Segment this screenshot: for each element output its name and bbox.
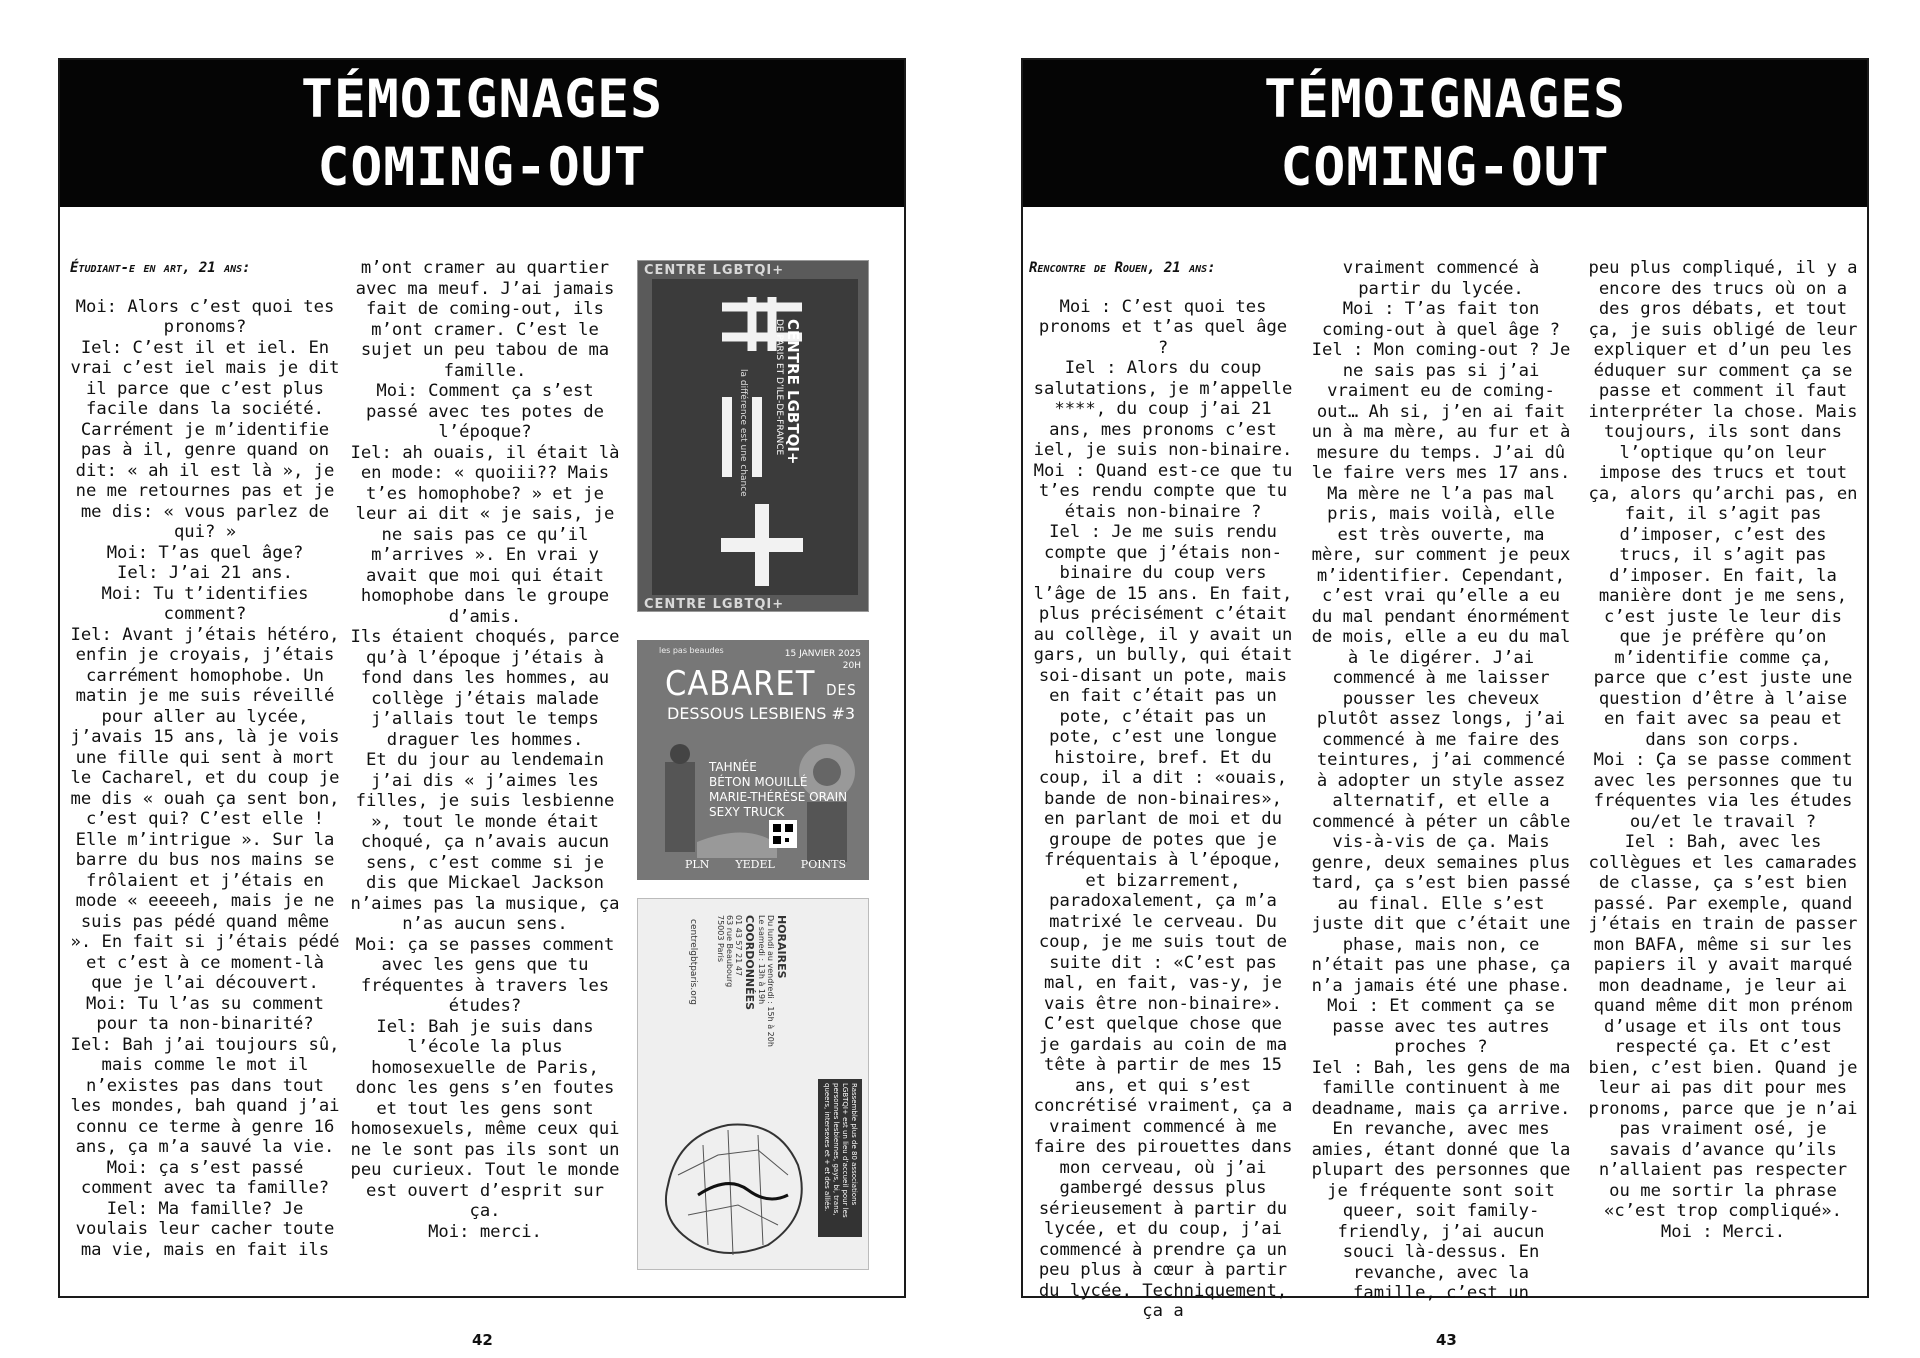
- paragraph: vraiment commencé à partir du lycée.: [1342, 258, 1540, 299]
- paragraph: Moi : Quand est-ce que tu t’es rendu compte que tu étais non-binaire ?: [1033, 460, 1293, 522]
- paragraph: Iel: Ma famille? Je voulais leur cacher toute ma vie, mais en fait ils: [75, 1198, 335, 1260]
- paragraph: Moi : Ça se passe comment avec les personnes que tu fréquentes via les études ou/et le travail ?: [1593, 750, 1853, 832]
- lineup-item: BÉTON MOUILLÉ: [709, 775, 808, 789]
- paragraph: Iel : Je me suis rendu compte que j’étais non-binaire du coup vers l’âge de 15 ans. En fait, plus précisément c’était au collège, il y avait un gars, un bully, qui était soi-disant un pote, mais en fait c’était pas un pote, c’était pas un pote, c’est une longue histoire, bref. Et du coup, il a dit : «ouais, bande de non-binaires», en parlant de moi et du groupe de potes que je fréquentais à l’époque, et bizarrement, paradoxalement, ça m’a matrixé le cerveau. Du coup, je me suis tout de suite dit : «C’est pas mal, en fait, vas-y, je vais être non-binaire». C’est quelque chose que je gardais au coin de ma tête à partir de mes 15 ans, et qui s’est concrétisé vraiment, ça a vraiment commencé à me faire des pirouettes dans mon cerveau, où j’ai gambergé dessus plus sérieusement à partir du lycée, et du coup, j’ai commencé à prendre ça un peu plus à cœur à partir du lycée. Techniquement, ça a: [1033, 522, 1293, 1321]
- poster-frame-text: CENTRE LGBTQI+: [644, 597, 785, 612]
- paragraph: Moi: ça se passes comment avec les gens que tu fréquentes à travers les études?: [355, 934, 615, 1016]
- paragraph: Iel : Bah, les gens de ma famille continuent à me deadname, mais ça arrive. En revanche, avec mes amies, étant donné que la plupart des personnes que je fréquente sont soit queer, soit family-friendly, j’ai aucun souci là-dessus. En revanche, avec la famille, c’est un: [1311, 1057, 1571, 1303]
- flyer-contact-block: [716, 915, 756, 1083]
- paragraph: Moi: ça s’est passé comment avec ta famille?: [80, 1157, 330, 1198]
- banner-title-line-2: COMING-OUT: [317, 136, 647, 198]
- page-number-right: 43: [1436, 1331, 1457, 1349]
- left-column-1: [70, 258, 340, 1260]
- cabaret-title: [665, 666, 857, 708]
- left-page: [58, 58, 906, 1298]
- paragraph: Iel : Mon coming-out ? Je ne sais pas si j’ai vraiment eu de coming-out… Ah si, j’en ai fait un à ma mère, au fur et à mesure du temps. J’ai dû le faire vers mes 17 ans. Ma mère ne l’a pas mal pris, mais voilà, elle est très ouverte, ma mère, sur comment je peux m’identifier. Cependant, c’est vrai qu’elle a eu du mal pendant énormément de mois, elle a eu du mal à le digérer. J’ai commencé à me laisser pousser les cheveux plutôt assez longs, j’ai commencé à me faire des teintures, j’ai commencé à adopter un style assez alternatif, et elle a commencé à péter un câble vis-à-vis de ça. Mais genre, deux semaines plus tard, ça s’est bien passé au final. Elle s’est juste dit que c’était une phase, mais non, ce n’était pas une phase, ça n’a jamais été une phase.: [1311, 340, 1571, 996]
- banner-title-line-2: COMING-OUT: [1280, 136, 1610, 198]
- lineup-item: TAHNÉE: [709, 760, 757, 774]
- poster-frame-text: CENTRE LGBTQI+: [644, 263, 785, 278]
- paragraph: Moi: Tu l’as su comment pour ta non-binarité?: [86, 993, 324, 1034]
- cabaret-edition: #3: [831, 704, 856, 723]
- flyer-hours-block: [757, 915, 788, 1083]
- footer-logo: PLN: [685, 858, 710, 871]
- flyer-blurb: Rassemble plus de 80 associations LGBTQI+ est un lieu d’accueil pour les personnes lesbiennes, gays, bi, trans, queers, intersexes et + et des alliés.: [818, 1079, 862, 1237]
- banner-title-line-1: TÉMOIGNAGES: [301, 68, 663, 130]
- poster-inner-panel: [652, 279, 858, 595]
- pride-symbol-icon: [652, 279, 858, 595]
- banner-title-line-1: TÉMOIGNAGES: [1264, 68, 1626, 130]
- right-page: [1021, 58, 1869, 1321]
- flyer-hours-title: HORAIRES: [775, 915, 788, 979]
- cabaret-title-big: CABARET: [665, 664, 816, 704]
- paragraph: m’ont cramer au quartier avec ma meuf. J’ai jamais fait de coming-out, ils m’ont cramer. C’est le sujet un peu tabou de ma famille.: [355, 258, 615, 381]
- paragraph: Iel: Bah j’ai toujours sû, mais comme le mot il n’existes pas dans tout les mondes, bah quand j’ai connu ce terme à genre 16 ans, ça m’a sauvé la vie.: [70, 1034, 340, 1157]
- flyer-contact-title: COORDONNÉES: [743, 915, 756, 1011]
- lineup-item: MARIE-THÉRÈSE ORAIN: [709, 790, 848, 804]
- paris-map-icon: [648, 1095, 818, 1265]
- flyer-address-line: 75003 Paris: [716, 915, 725, 963]
- cabaret-date: 15 JANVIER 2025: [784, 649, 861, 659]
- paragraph: Iel: Avant j’étais hétéro, enfin je croyais, j’étais carrément homophobe. Un matin je me suis réveillé pour aller au lycée, j’avais 15 ans, là je vois une fille qui sent à mort le Cacharel, et du coup je me dis « ouah ça sent bon, c’est qui? C’est elle ! Elle m’intrigue ». Sur la barre du bus nos mains se frôlaient et j’étais en mode « eeeeeh, mais je ne suis pas pédé quand même ». En fait si j’étais pédé et c’est à ce moment-là que je l’ai découvert.: [70, 624, 340, 993]
- poster-tagline: la différence est une chance: [738, 369, 748, 497]
- flyer-hours-line: Le samedi : 13h à 19h: [757, 915, 766, 1005]
- paragraph: Et du jour au lendemain j’ai dis « j’aimes les filles, je suis lesbienne », tout le monde était choqué, ça n’avais aucun sens, c’est comme si je dis que Mickael Jackson n’aimes pas la musique, ça n’as aucun sens.: [350, 750, 620, 934]
- cabaret-time: 20H: [842, 661, 861, 671]
- cabaret-title-line2: [667, 704, 855, 723]
- paragraph: Iel: Bah je suis dans l’école la plus homosexuelle de Paris, donc les gens s’en foutes et tout les gens sont homosexuels, même ceux qui ne le sont pas ils sont un peu curieux. Tout le monde est ouvert d’esprit sur ça.: [350, 1016, 620, 1221]
- cabaret-lineup: [709, 760, 847, 820]
- footer-logo: YEDEL: [735, 858, 775, 871]
- flyer-phone: 01 43 57 21 47: [734, 915, 743, 977]
- paragraph: Moi: Comment ça s’est passé avec tes potes de l’époque?: [366, 381, 604, 442]
- paragraph: Ils étaient choqués, parce qu’à l’époque j’étais à fond dans les hommes, au collège j’étais malade j’allais tout le temps draguer les hommes.: [350, 627, 620, 750]
- flyer-website: centrelgbtparis.org: [688, 919, 698, 1005]
- paragraph: Iel : Alors du coup salutations, je m’appelle ****, du coup j’ai 21 ans, mes pronoms c’est iel, je suis non-binaire.: [1033, 358, 1293, 460]
- footer-logo: POINTS: [800, 858, 847, 871]
- poster-title: CENTRE LGBTQI+: [784, 319, 802, 465]
- flyer-hours-line: Du lundi au vendredi : 15h à 20h: [766, 915, 775, 1047]
- paragraph: Iel: J’ai 21 ans.: [117, 563, 293, 583]
- paragraph: Moi: merci.: [428, 1221, 542, 1242]
- cabaret-subtitle: DESSOUS LESBIENS: [667, 704, 827, 723]
- paragraph: Moi: T’as quel âge?: [106, 542, 304, 563]
- byline: Rencontre de Rouen, 21 ans:: [1029, 260, 1216, 276]
- paragraph: Iel : Bah, avec les collègues et les camarades de classe, ça s’est bien passé. Par exemple, quand j’étais en train de passer mon BAFA, même si sur les papiers il y avait marqué mon deadname, je leur ai quand même dit mon prénom d’usage et ils ont tous respecté ça. Et c’est bien, c’est bien. Quand je leur ai pas dit pour mes pronoms, parce que je n’ai pas vraiment osé, je savais d’avance qu’ils n’allaient pas respecter ou me sortir la phrase «c’est trop compliqué».: [1588, 832, 1858, 1221]
- paragraph: Moi : C’est quoi tes pronoms et t’as quel âge ?: [1038, 296, 1288, 358]
- right-column-1: [1029, 258, 1297, 1322]
- paragraph: Iel: ah ouais, il était là en mode: « quoiii?? Mais t’es homophobe? » et je leur ai dit « je sais, je ne sais pas ce qu’il m’arrives ». En vrai y avait que moi qui était homophobe dans le groupe d’amis.: [350, 442, 620, 627]
- right-column-2: [1309, 258, 1573, 1304]
- right-page-banner: [1023, 60, 1867, 207]
- cabaret-poster: [637, 640, 869, 880]
- paragraph: Moi: Alors c’est quoi tes pronoms?: [75, 296, 335, 337]
- paragraph: Iel: C’est il et iel. En vrai c’est iel mais je dit il parce que c’est plus facile dans la société. Carrément je m’identifie pas à il, genre quand on dit: « ah il est là », je ne me retournes pas et je me dis: « vous parlez de qui? »: [70, 337, 340, 542]
- centre-info-flyer: [637, 898, 869, 1270]
- paragraph: Moi: Tu t’identifies comment?: [101, 583, 309, 624]
- cabaret-small-text: les pas beaudes: [659, 646, 724, 655]
- centre-lgbtqi-poster: [637, 260, 869, 612]
- paragraph: Moi : T’as fait ton coming-out à quel âge ?: [1322, 299, 1560, 340]
- paragraph: Moi : Merci.: [1660, 1221, 1786, 1242]
- byline: Étudiant-e en art, 21 ans:: [70, 260, 251, 276]
- cabaret-footer: [685, 858, 846, 871]
- flyer-address-line: 63 rue Beaubourg: [725, 915, 734, 988]
- page-number-left: 42: [472, 1331, 493, 1349]
- paragraph: peu plus compliqué, il y a encore des trucs où on a des gros débats, et tout ça, je suis obligé de leur expliquer et d’un peu les éduquer sur comment ça se passe et comment il faut interpréter la chose. Mais toujours, ils sont dans l’optique qu’on leur impose des trucs et tout ça, alors qu’archi pas, en fait, il s’agit pas d’imposer, c’est des trucs, il s’agit pas d’imposer. En fait, la manière dont je me sens, c’est juste le leur dis que je préfère qu’on m’identifie comme ça, parce que c’est juste une question d’être à l’aise en fait avec sa peau et dans son corps.: [1588, 258, 1858, 750]
- poster-subtitle: DE PARIS ET D’ILE-DE-FRANCE: [774, 319, 784, 456]
- left-column-2: [350, 258, 620, 1242]
- lineup-item: SEXY TRUCK: [709, 805, 785, 819]
- cabaret-title-des: DES: [826, 681, 857, 699]
- paragraph: Moi : Et comment ça se passe avec tes autres proches ?: [1327, 996, 1555, 1057]
- right-column-3: [1585, 258, 1861, 1242]
- left-page-banner: [60, 60, 904, 207]
- poster-vertical-text: [774, 319, 802, 579]
